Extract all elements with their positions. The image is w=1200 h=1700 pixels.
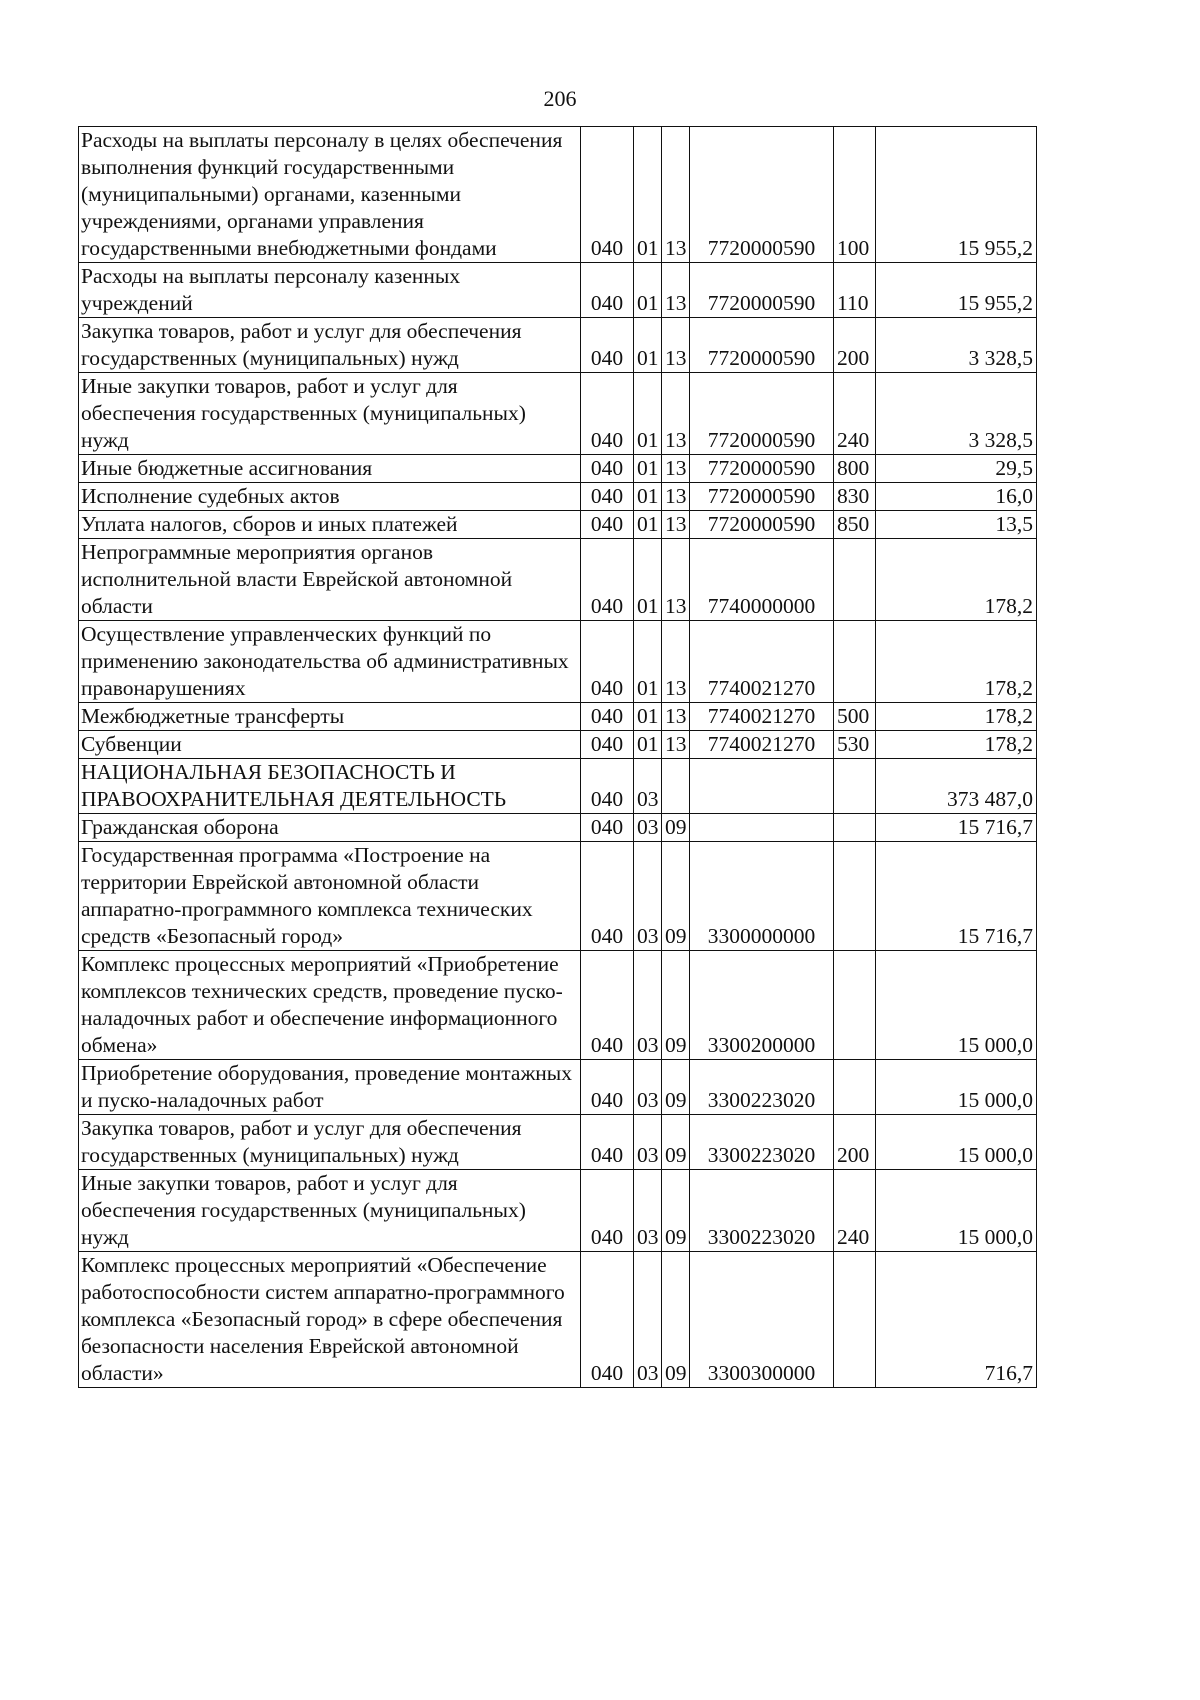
admin-code-cell: 040 [581,318,634,373]
admin-code-cell: 040 [581,814,634,842]
row-name-cell: Уплата налогов, сборов и иных платежей [79,511,581,539]
table-row [79,455,1037,483]
subsection-code-cell: 09 [662,1170,690,1252]
row-name-cell: Приобретение оборудования, проведение монтажных и пуско-наладочных работ [79,1060,581,1115]
row-name-cell: Расходы на выплаты персоналу казенных учреждений [79,263,581,318]
budget-table-body [79,127,1037,1388]
amount-cell: 3 328,5 [876,318,1037,373]
table-row [79,318,1037,373]
section-code-cell: 03 [634,1115,662,1170]
table-row [79,814,1037,842]
subsection-code-cell: 09 [662,1115,690,1170]
section-code-cell: 03 [634,951,662,1060]
subsection-code-cell [662,759,690,814]
section-code-cell: 03 [634,1252,662,1388]
amount-cell: 29,5 [876,455,1037,483]
section-code-cell: 01 [634,263,662,318]
expense-type-cell: 240 [834,1170,876,1252]
row-name-cell: Государственная программа «Построение на территории Еврейской автономной области аппаратно-программного комплекса технических средств «Безопасный город» [79,842,581,951]
amount-cell: 16,0 [876,483,1037,511]
admin-code-cell: 040 [581,731,634,759]
amount-cell: 15 955,2 [876,127,1037,263]
section-code-cell: 01 [634,318,662,373]
amount-cell: 15 000,0 [876,1170,1037,1252]
admin-code-cell: 040 [581,1060,634,1115]
target-article-cell [690,814,834,842]
row-name-cell: Осуществление управленческих функций по применению законодательства об административных правонарушениях [79,621,581,703]
expense-type-cell [834,951,876,1060]
table-row [79,483,1037,511]
amount-cell: 15 000,0 [876,1060,1037,1115]
target-article-cell: 3300223020 [690,1060,834,1115]
table-row [79,951,1037,1060]
section-code-cell: 03 [634,814,662,842]
expense-type-cell: 500 [834,703,876,731]
target-article-cell: 7720000590 [690,318,834,373]
table-row [79,621,1037,703]
table-row [79,1252,1037,1388]
target-article-cell: 7720000590 [690,455,834,483]
amount-cell: 178,2 [876,731,1037,759]
target-article-cell: 7720000590 [690,511,834,539]
target-article-cell: 7740021270 [690,703,834,731]
target-article-cell: 7740000000 [690,539,834,621]
row-name-cell: Иные закупки товаров, работ и услуг для обеспечения государственных (муниципальных) нужд [79,373,581,455]
row-name-cell: Исполнение судебных актов [79,483,581,511]
expense-type-cell [834,814,876,842]
table-row [79,703,1037,731]
table-row [79,842,1037,951]
section-code-cell: 01 [634,539,662,621]
row-name-cell: Иные закупки товаров, работ и услуг для обеспечения государственных (муниципальных) нужд [79,1170,581,1252]
subsection-code-cell: 13 [662,127,690,263]
expense-type-cell: 110 [834,263,876,318]
amount-cell: 373 487,0 [876,759,1037,814]
row-name-cell: Закупка товаров, работ и услуг для обеспечения государственных (муниципальных) нужд [79,1115,581,1170]
subsection-code-cell: 13 [662,483,690,511]
section-code-cell: 01 [634,703,662,731]
amount-cell: 15 000,0 [876,951,1037,1060]
target-article-cell: 3300300000 [690,1252,834,1388]
subsection-code-cell: 09 [662,1252,690,1388]
expense-type-cell: 530 [834,731,876,759]
admin-code-cell: 040 [581,1252,634,1388]
target-article-cell: 3300200000 [690,951,834,1060]
subsection-code-cell: 13 [662,263,690,318]
subsection-code-cell: 13 [662,318,690,373]
target-article-cell: 7720000590 [690,127,834,263]
admin-code-cell: 040 [581,1170,634,1252]
admin-code-cell: 040 [581,539,634,621]
section-code-cell: 01 [634,483,662,511]
section-code-cell: 03 [634,842,662,951]
section-code-cell: 01 [634,373,662,455]
admin-code-cell: 040 [581,511,634,539]
subsection-code-cell: 09 [662,1060,690,1115]
subsection-code-cell: 13 [662,455,690,483]
section-code-cell: 03 [634,1060,662,1115]
section-code-cell: 01 [634,621,662,703]
admin-code-cell: 040 [581,127,634,263]
subsection-code-cell: 13 [662,731,690,759]
target-article-cell: 7720000590 [690,373,834,455]
section-code-cell: 03 [634,759,662,814]
subsection-code-cell: 09 [662,842,690,951]
amount-cell: 15 955,2 [876,263,1037,318]
expense-type-cell [834,759,876,814]
amount-cell: 178,2 [876,621,1037,703]
amount-cell: 15 716,7 [876,814,1037,842]
target-article-cell [690,759,834,814]
row-name-cell: Закупка товаров, работ и услуг для обеспечения государственных (муниципальных) нужд [79,318,581,373]
amount-cell: 13,5 [876,511,1037,539]
expense-type-cell [834,1252,876,1388]
subsection-code-cell: 13 [662,373,690,455]
table-row [79,759,1037,814]
subsection-code-cell: 09 [662,814,690,842]
expense-type-cell: 100 [834,127,876,263]
expense-type-cell [834,1060,876,1115]
admin-code-cell: 040 [581,951,634,1060]
admin-code-cell: 040 [581,759,634,814]
amount-cell: 178,2 [876,703,1037,731]
row-name-cell: Гражданская оборона [79,814,581,842]
table-row [79,373,1037,455]
admin-code-cell: 040 [581,621,634,703]
table-row [79,539,1037,621]
expense-type-cell: 850 [834,511,876,539]
target-article-cell: 3300000000 [690,842,834,951]
section-code-cell: 01 [634,731,662,759]
section-code-cell: 01 [634,511,662,539]
subsection-code-cell: 09 [662,951,690,1060]
expense-type-cell [834,842,876,951]
table-row [79,1115,1037,1170]
row-name-cell: Расходы на выплаты персоналу в целях обеспечения выполнения функций государственными (муниципальными) органами, казенными учреждениями, органами управления государственными внебюджетными фондами [79,127,581,263]
row-name-cell: Иные бюджетные ассигнования [79,455,581,483]
section-code-cell: 03 [634,1170,662,1252]
admin-code-cell: 040 [581,373,634,455]
target-article-cell: 7740021270 [690,731,834,759]
table-row [79,731,1037,759]
target-article-cell: 7720000590 [690,483,834,511]
expense-type-cell [834,621,876,703]
expense-type-cell: 200 [834,1115,876,1170]
table-row [79,263,1037,318]
subsection-code-cell: 13 [662,539,690,621]
admin-code-cell: 040 [581,703,634,731]
admin-code-cell: 040 [581,455,634,483]
row-name-cell: НАЦИОНАЛЬНАЯ БЕЗОПАСНОСТЬ И ПРАВООХРАНИТЕЛЬНАЯ ДЕЯТЕЛЬНОСТЬ [79,759,581,814]
admin-code-cell: 040 [581,263,634,318]
expense-type-cell: 800 [834,455,876,483]
table-row [79,1060,1037,1115]
page-number: 206 [543,86,577,111]
expense-type-cell [834,539,876,621]
row-name-cell: Комплекс процессных мероприятий «Приобретение комплексов технических средств, проведение пуско-наладочных работ и обеспечение информационного обмена» [79,951,581,1060]
expense-type-cell: 240 [834,373,876,455]
amount-cell: 716,7 [876,1252,1037,1388]
table-row [79,511,1037,539]
expense-type-cell: 200 [834,318,876,373]
row-name-cell: Комплекс процессных мероприятий «Обеспечение работоспособности систем аппаратно-программного комплекса «Безопасный город» в сфере обеспечения безопасности населения Еврейской автономной области» [79,1252,581,1388]
row-name-cell: Непрограммные мероприятия органов исполнительной власти Еврейской автономной области [79,539,581,621]
target-article-cell: 3300223020 [690,1170,834,1252]
row-name-cell: Субвенции [79,731,581,759]
amount-cell: 15 000,0 [876,1115,1037,1170]
section-code-cell: 01 [634,127,662,263]
target-article-cell: 7740021270 [690,621,834,703]
admin-code-cell: 040 [581,1115,634,1170]
subsection-code-cell: 13 [662,621,690,703]
target-article-cell: 7720000590 [690,263,834,318]
table-row [79,127,1037,263]
subsection-code-cell: 13 [662,511,690,539]
subsection-code-cell: 13 [662,703,690,731]
admin-code-cell: 040 [581,483,634,511]
row-name-cell: Межбюджетные трансферты [79,703,581,731]
admin-code-cell: 040 [581,842,634,951]
section-code-cell: 01 [634,455,662,483]
amount-cell: 15 716,7 [876,842,1037,951]
target-article-cell: 3300223020 [690,1115,834,1170]
amount-cell: 178,2 [876,539,1037,621]
table-row [79,1170,1037,1252]
budget-table [78,126,1037,1388]
expense-type-cell: 830 [834,483,876,511]
amount-cell: 3 328,5 [876,373,1037,455]
